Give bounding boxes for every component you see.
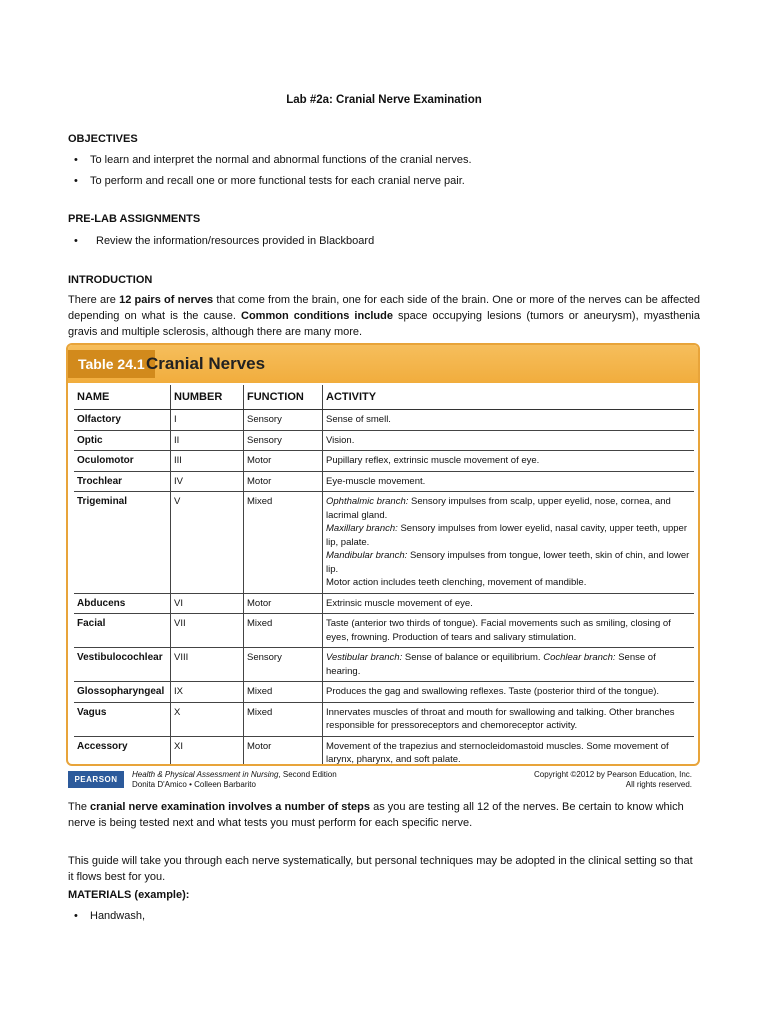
copyright: Copyright ©2012 by Pearson Education, Inc.	[534, 770, 692, 779]
table-title: Cranial Nerves	[146, 354, 266, 373]
bullet-icon: •	[74, 910, 78, 922]
objective-item: • To perform and recall one or more functional tests for each cranial nerve pair.	[74, 175, 465, 187]
introduction-heading: INTRODUCTION	[68, 274, 153, 286]
table-row: Vagus X Mixed Innervates muscles of throat and mouth for swallowing and talking. Other branches responsible for pressoreceptors and chemoreceptor activity.	[74, 702, 694, 736]
bullet-icon: •	[74, 175, 78, 187]
table-row: Optic II Sensory Vision.	[74, 430, 694, 451]
objectives-heading: OBJECTIVES	[68, 133, 138, 145]
objective-item: • To learn and interpret the normal and abnormal functions of the cranial nerves.	[74, 154, 472, 166]
table-row: Abducens VI Motor Extrinsic muscle movement of eye.	[74, 593, 694, 614]
column-header: NAME	[74, 385, 171, 410]
book-title: Health & Physical Assessment in Nursing	[132, 770, 279, 779]
column-header: NUMBER	[171, 385, 244, 410]
bullet-icon: •	[74, 154, 78, 166]
table-row: Trigeminal V Mixed Ophthalmic branch: Sensory impulses from scalp, upper eyelid, nose, cornea, and lacrimal gland. Maxillary branch: Sensory impulses from lower eyelid, nasal cavity, upper teeth, upper lip, palate. Mandibular branch: Sensory impulses from tongue, lower teeth, skin of chin, and lower lip. Motor action includes teeth clenching, movement of mandible.	[74, 492, 694, 594]
prelab-heading: PRE-LAB ASSIGNMENTS	[68, 213, 201, 225]
cranial-nerves-table-figure	[66, 343, 700, 766]
publisher-logo: PEARSON	[68, 771, 124, 788]
table-row: Olfactory I Sensory Sense of smell.	[74, 410, 694, 431]
exam-paragraph: The cranial nerve examination involves a number of steps as you are testing all 12 of the nerves. Be certain to know which nerve is being tested next and what tests you must perform for each specific nerve.	[68, 801, 684, 829]
cranial-nerves-table	[74, 385, 694, 766]
table-number: Table 24.1	[68, 350, 155, 378]
table-row: Accessory XI Motor Movement of the trapezius and sternocleidomastoid muscles. Some movement of larynx, pharynx, and soft palate.	[74, 736, 694, 766]
rights: All rights reserved.	[625, 780, 692, 789]
materials-heading: MATERIALS (example):	[68, 889, 190, 901]
guide-paragraph: This guide will take you through each nerve systematically, but personal techniques may be adopted in the clinical setting so that it flows best for you.	[68, 855, 693, 883]
table-row: Vestibulocochlear VIII Sensory Vestibular branch: Sense of balance or equilibrium. Cochlear branch: Sense of hearing.	[74, 648, 694, 682]
book-authors: Donita D'Amico • Colleen Barbarito	[132, 780, 256, 789]
figure-credit: PEARSON Health & Physical Assessment in Nursing, Second Edition Donita D'Amico • Colleen Barbarito Copyright ©2012 by Pearson Education, Inc. All rights reserved.	[68, 770, 692, 794]
materials-item: • Handwash,	[74, 910, 146, 922]
table-row: Trochlear IV Motor Eye-muscle movement.	[74, 471, 694, 492]
table-header-row	[74, 385, 694, 410]
introduction-paragraph: There are 12 pairs of nerves that come from the brain, one for each side of the brain. One or more of the nerves can be affected depending on what is the cause. Common conditions include space occupying lesions (tumors or aneurysm), myasthenia gravis and multiple sclerosis, although there are many more.	[68, 294, 700, 338]
prelab-item: • Review the information/resources provided in Blackboard	[74, 235, 375, 247]
table-header-bar	[68, 345, 698, 383]
column-header: ACTIVITY	[323, 385, 695, 410]
table-row: Glossopharyngeal IX Mixed Produces the gag and swallowing reflexes. Taste (posterior third of the tongue).	[74, 682, 694, 703]
page-title: Lab #2a: Cranial Nerve Examination	[286, 94, 482, 106]
table-row: Facial VII Mixed Taste (anterior two thirds of tongue). Facial movements such as smiling, closing of eyes, frowning. Production of tears and salivary stimulation.	[74, 614, 694, 648]
table-row: Oculomotor III Motor Pupillary reflex, extrinsic muscle movement of eye.	[74, 451, 694, 472]
bullet-icon: •	[74, 235, 78, 247]
column-header: FUNCTION	[244, 385, 323, 410]
